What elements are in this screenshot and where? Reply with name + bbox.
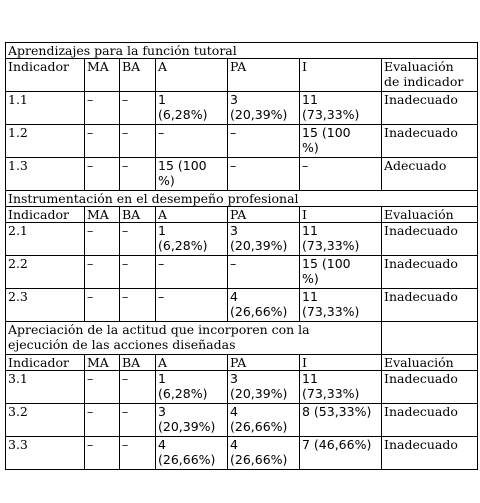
table-row — [6, 437, 478, 470]
section-title-row — [6, 43, 478, 59]
column-header-pa: PA — [228, 59, 300, 92]
cell-pa: – — [228, 256, 300, 289]
cell-i: – — [300, 158, 382, 191]
column-header-ma: MA — [85, 207, 120, 223]
cell-i: 15 (100 %) — [300, 125, 382, 158]
cell-ma: – — [85, 125, 120, 158]
cell-evaluation: Adecuado — [382, 158, 478, 191]
table-row — [6, 371, 478, 404]
section-title-row — [6, 322, 478, 355]
column-header-evaluation: Evaluación — [382, 355, 478, 371]
cell-pa: – — [228, 158, 300, 191]
cell-evaluation: Inadecuado — [382, 371, 478, 404]
cell-evaluation: Inadecuado — [382, 404, 478, 437]
column-header-ba: BA — [120, 59, 156, 92]
column-header-evaluation: Evaluación — [382, 207, 478, 223]
cell-evaluation: Inadecuado — [382, 256, 478, 289]
cell-indicator: 2.2 — [6, 256, 85, 289]
cell-indicator: 3.1 — [6, 371, 85, 404]
cell-ba: – — [120, 437, 156, 470]
column-header-ba: BA — [120, 355, 156, 371]
cell-a: 4 (26,66%) — [156, 437, 228, 470]
table-row — [6, 158, 478, 191]
cell-indicator: 1.1 — [6, 92, 85, 125]
cell-ma: – — [85, 158, 120, 191]
cell-ba: – — [120, 404, 156, 437]
column-header-ma: MA — [85, 355, 120, 371]
column-header-a: A — [156, 59, 228, 92]
column-header-pa: PA — [228, 207, 300, 223]
cell-a: 3 (20,39%) — [156, 404, 228, 437]
cell-i: 15 (100 %) — [300, 256, 382, 289]
cell-i: 7 (46,66%) — [300, 437, 382, 470]
cell-ma: – — [85, 223, 120, 256]
cell-pa: 3 (20,39%) — [228, 371, 300, 404]
cell-evaluation: Inadecuado — [382, 437, 478, 470]
cell-pa: 4 (26,66%) — [228, 437, 300, 470]
section-title: Apreciación de la actitud que incorporen con la ejecución de las acciones diseñadas — [6, 322, 382, 355]
column-header-pa: PA — [228, 355, 300, 371]
cell-pa: 3 (20,39%) — [228, 92, 300, 125]
cell-a: 1 (6,28%) — [156, 371, 228, 404]
cell-i: 11 (73,33%) — [300, 289, 382, 322]
cell-evaluation: Inadecuado — [382, 125, 478, 158]
cell-a: 15 (100 %) — [156, 158, 228, 191]
cell-a: – — [156, 289, 228, 322]
section-title-blank-cell — [382, 322, 478, 355]
cell-i: 11 (73,33%) — [300, 223, 382, 256]
table-row — [6, 125, 478, 158]
column-header-indicator: Indicador — [6, 355, 85, 371]
cell-ma: – — [85, 404, 120, 437]
cell-pa: 4 (26,66%) — [228, 289, 300, 322]
column-header-i: I — [300, 207, 382, 223]
cell-ba: – — [120, 289, 156, 322]
column-header-i: I — [300, 355, 382, 371]
column-header-indicator: Indicador — [6, 59, 85, 92]
cell-pa: 4 (26,66%) — [228, 404, 300, 437]
cell-ma: – — [85, 289, 120, 322]
column-header-evaluation: Evaluación de indicador — [382, 59, 478, 92]
section-title: Aprendizajes para la función tutoral — [6, 43, 478, 59]
cell-ba: – — [120, 256, 156, 289]
table-row — [6, 289, 478, 322]
cell-i: 8 (53,33%) — [300, 404, 382, 437]
column-header-i: I — [300, 59, 382, 92]
section-title: Instrumentación en el desempeño profesional — [6, 191, 478, 207]
column-header-ba: BA — [120, 207, 156, 223]
cell-indicator: 3.3 — [6, 437, 85, 470]
cell-a: 1 (6,28%) — [156, 92, 228, 125]
cell-a: – — [156, 125, 228, 158]
table-row — [6, 256, 478, 289]
cell-i: 11 (73,33%) — [300, 371, 382, 404]
column-header-indicator: Indicador — [6, 207, 85, 223]
column-header-a: A — [156, 207, 228, 223]
cell-pa: – — [228, 125, 300, 158]
cell-ma: – — [85, 371, 120, 404]
table-row — [6, 404, 478, 437]
cell-ba: – — [120, 125, 156, 158]
cell-evaluation: Inadecuado — [382, 223, 478, 256]
column-header-ma: MA — [85, 59, 120, 92]
cell-evaluation: Inadecuado — [382, 92, 478, 125]
cell-evaluation: Inadecuado — [382, 289, 478, 322]
cell-ba: – — [120, 92, 156, 125]
evaluation-table — [5, 42, 478, 470]
cell-indicator: 2.1 — [6, 223, 85, 256]
cell-ba: – — [120, 223, 156, 256]
cell-a: – — [156, 256, 228, 289]
cell-ba: – — [120, 371, 156, 404]
cell-indicator: 1.3 — [6, 158, 85, 191]
header-row — [6, 207, 478, 223]
cell-ma: – — [85, 92, 120, 125]
cell-ma: – — [85, 256, 120, 289]
section-title-row — [6, 191, 478, 207]
cell-a: 1 (6,28%) — [156, 223, 228, 256]
column-header-a: A — [156, 355, 228, 371]
cell-ba: – — [120, 158, 156, 191]
cell-indicator: 3.2 — [6, 404, 85, 437]
cell-indicator: 1.2 — [6, 125, 85, 158]
header-row — [6, 59, 478, 92]
table-row — [6, 92, 478, 125]
table-row — [6, 223, 478, 256]
header-row — [6, 355, 478, 371]
cell-i: 11 (73,33%) — [300, 92, 382, 125]
cell-pa: 3 (20,39%) — [228, 223, 300, 256]
cell-ma: – — [85, 437, 120, 470]
cell-indicator: 2.3 — [6, 289, 85, 322]
